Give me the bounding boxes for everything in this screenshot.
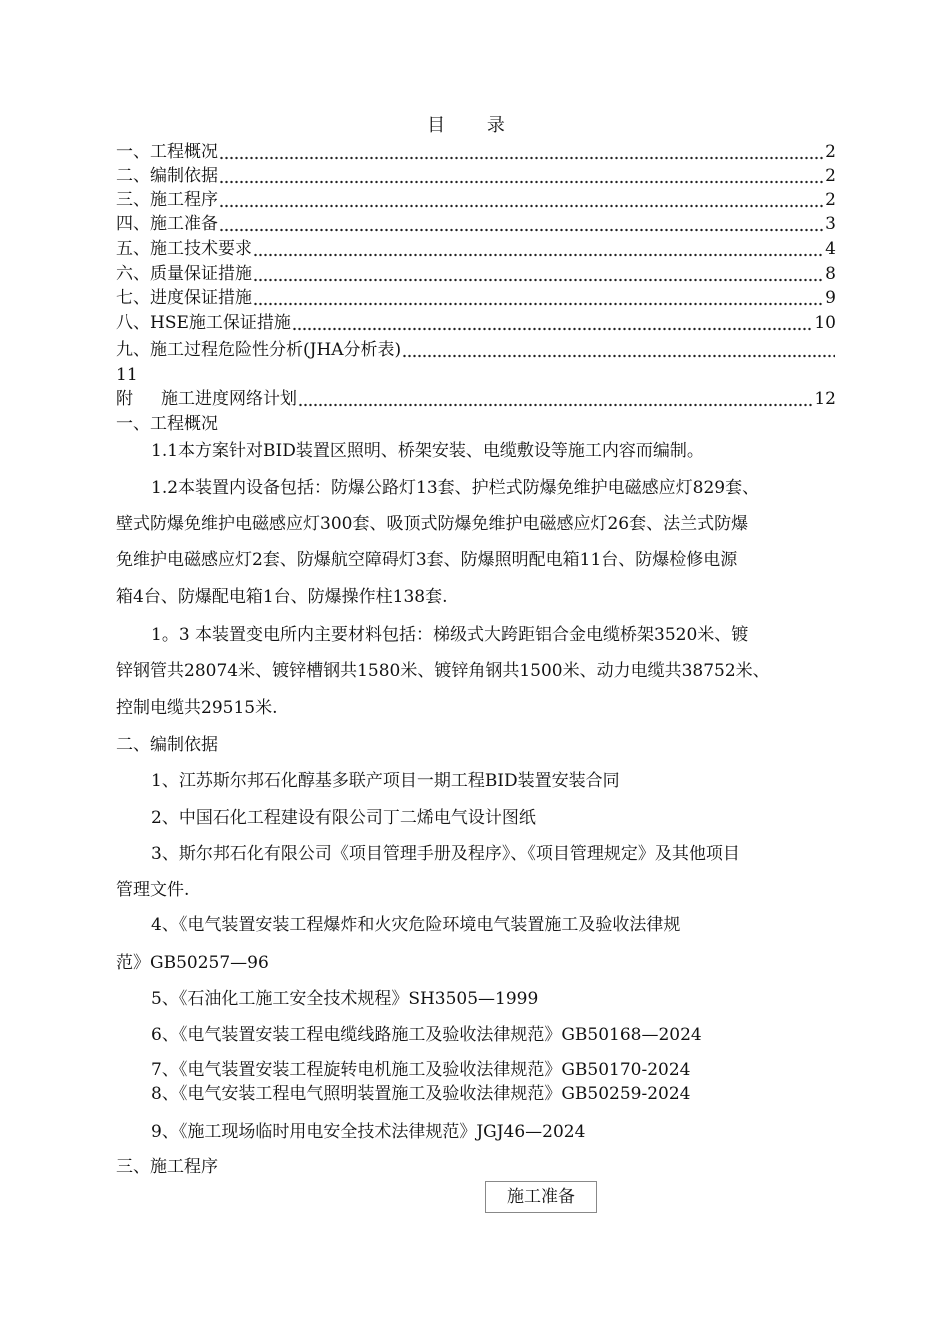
toc-dot-leader bbox=[253, 286, 824, 310]
toc-entry-page: 10 bbox=[814, 313, 836, 333]
toc-entry-page: 2 bbox=[825, 142, 836, 162]
toc-entry-label: 施工进度网络计划 bbox=[161, 389, 297, 409]
toc-dot-leader bbox=[292, 311, 813, 335]
toc-dot-leader bbox=[219, 188, 824, 212]
toc-entry-label: 五、施工技术要求 bbox=[116, 239, 252, 259]
toc-entry-label: 九、施工过程危险性分析(JHA分析表) bbox=[116, 340, 402, 360]
toc-entry[interactable] bbox=[116, 164, 836, 188]
toc-entry-label: 四、施工准备 bbox=[116, 214, 218, 234]
toc-annex-prefix: 附 bbox=[116, 389, 133, 409]
toc-entry-label: 八、HSE施工保证措施 bbox=[116, 313, 291, 333]
toc-entry[interactable] bbox=[116, 286, 836, 310]
paragraph-line: 免维护电磁感应灯2套、防爆航空障碍灯3套、防爆照明配电箱11台、防爆检修电源 bbox=[116, 550, 738, 570]
toc-title: 目 录 bbox=[427, 115, 523, 136]
toc-entry[interactable] bbox=[116, 262, 836, 286]
flowchart-box: 施工准备 bbox=[485, 1181, 597, 1213]
toc-entry-page: 8 bbox=[825, 264, 836, 284]
list-item: 8、《电气安装工程电气照明装置施工及验收法律规范》GB50259-2024 bbox=[151, 1084, 691, 1104]
section-heading: 一、工程概况 bbox=[116, 414, 218, 434]
paragraph-line: 1.1本方案针对BID装置区照明、桥架安装、电缆敷设等施工内容而编制。 bbox=[151, 441, 704, 461]
toc-entry-page: 11 bbox=[116, 365, 138, 385]
toc-entry-label: 二、编制依据 bbox=[116, 166, 218, 186]
toc-entry-page: 2 bbox=[825, 166, 836, 186]
list-item: 4、《电气装置安装工程爆炸和火灾危险环境电气装置施工及验收法律规 bbox=[151, 915, 681, 935]
toc-entry-page: 3 bbox=[825, 214, 836, 234]
list-item: 3、斯尔邦石化有限公司《项目管理手册及程序》、《项目管理规定》及其他项目 bbox=[151, 844, 740, 864]
toc-entry-label: 七、进度保证措施 bbox=[116, 288, 252, 308]
toc-entry-page: 9 bbox=[825, 288, 836, 308]
paragraph-line: 1。3 本装置变电所内主要材料包括：梯级式大跨距铝合金电缆桥架3520米、镀 bbox=[151, 625, 749, 645]
toc-entry-label: 六、质量保证措施 bbox=[116, 264, 252, 284]
toc-entry[interactable] bbox=[116, 188, 836, 212]
toc-entry-label: 三、施工程序 bbox=[116, 190, 218, 210]
paragraph-line: 锌钢管共28074米、镀锌槽钢共1580米、镀锌角钢共1500米、动力电缆共38752米、 bbox=[116, 661, 770, 681]
paragraph-line: 壁式防爆免维护电磁感应灯300套、吸顶式防爆免维护电磁感应灯26套、法兰式防爆 bbox=[116, 514, 749, 534]
toc-dot-leader bbox=[298, 387, 813, 411]
list-item: 7、《电气装置安装工程旋转电机施工及验收法律规范》GB50170-2024 bbox=[151, 1060, 691, 1080]
list-item: 6、《电气装置安装工程电缆线路施工及验收法律规范》GB50168—2024 bbox=[151, 1025, 702, 1045]
toc-entry-annex[interactable] bbox=[116, 387, 836, 411]
list-item: 5、《石油化工施工安全技术规程》SH3505—1999 bbox=[151, 989, 539, 1009]
toc-entry-page: 12 bbox=[814, 389, 836, 409]
paragraph-line: 箱4台、防爆配电箱1台、防爆操作柱138套. bbox=[116, 587, 448, 607]
toc-entry[interactable] bbox=[116, 212, 836, 236]
toc-entry[interactable] bbox=[116, 140, 836, 164]
toc-entry-page: 4 bbox=[825, 239, 836, 259]
toc-dot-leader bbox=[402, 338, 835, 362]
paragraph-line: 1.2本装置内设备包括：防爆公路灯13套、护栏式防爆免维护电磁感应灯829套、 bbox=[151, 478, 760, 498]
list-item-continuation: 范》GB50257—96 bbox=[116, 953, 269, 973]
list-item: 2、中国石化工程建设有限公司丁二烯电气设计图纸 bbox=[151, 808, 536, 828]
toc-dot-leader bbox=[219, 212, 824, 236]
toc-dot-leader bbox=[219, 164, 824, 188]
list-item-continuation: 管理文件. bbox=[116, 880, 190, 900]
paragraph-line: 控制电缆共29515米. bbox=[116, 698, 278, 718]
toc-entry-page: 2 bbox=[825, 190, 836, 210]
list-item: 1、江苏斯尔邦石化醇基多联产项目一期工程BID装置安装合同 bbox=[151, 771, 620, 791]
toc-entry-label: 一、工程概况 bbox=[116, 142, 218, 162]
toc-dot-leader bbox=[253, 262, 824, 286]
list-item: 9、《施工现场临时用电安全技术法律规范》JGJ46—2024 bbox=[151, 1122, 586, 1142]
toc-entry[interactable] bbox=[116, 237, 836, 261]
toc-dot-leader bbox=[253, 237, 824, 261]
section-heading: 二、编制依据 bbox=[116, 735, 218, 755]
section-heading: 三、施工程序 bbox=[116, 1157, 218, 1177]
toc-entry-wrapped[interactable] bbox=[116, 338, 836, 362]
toc-entry[interactable] bbox=[116, 311, 836, 335]
toc-dot-leader bbox=[219, 140, 824, 164]
